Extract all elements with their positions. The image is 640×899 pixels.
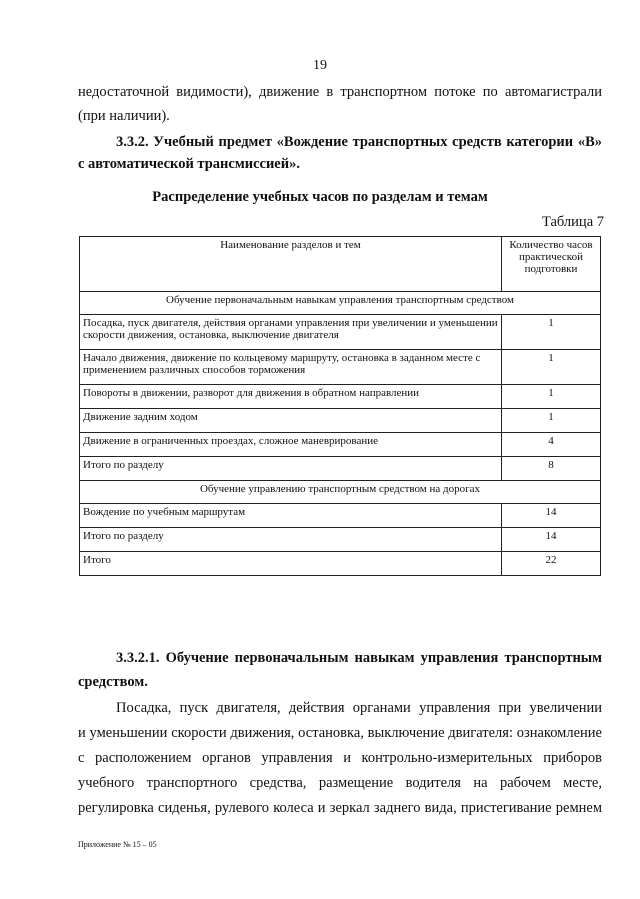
subsection-heading-line-2: средством. — [78, 674, 148, 690]
body-line: Посадка, пуск двигателя, действия органами управления при увеличении — [116, 700, 602, 716]
table-row — [80, 350, 601, 385]
intro-line-1: недостаточной видимости), движение в транспортном потоке по автомагистрали — [78, 84, 602, 100]
subject-heading-line-2: с автоматической трансмиссией». — [78, 156, 300, 172]
table-row — [80, 504, 601, 528]
body-line: регулировка сиденья, рулевого колеса и зеркал заднего вида, пристегивание ремнем — [78, 800, 602, 816]
topic-cell: Движение в ограниченных проездах, сложное маневрирование — [80, 433, 502, 457]
header-topic: Наименование разделов и тем — [80, 237, 502, 292]
table-row — [80, 315, 601, 350]
topic-cell: Повороты в движении, разворот для движения в обратном направлении — [80, 385, 502, 409]
topic-cell: Движение задним ходом — [80, 409, 502, 433]
table-row — [80, 385, 601, 409]
body-line: и уменьшении скорости движения, остановка, выключение двигателя: ознакомление — [78, 725, 602, 741]
body-line: учебного транспортного средства, размещение водителя на рабочем месте, — [78, 775, 602, 791]
intro-line-2: (при наличии). — [78, 108, 170, 124]
table-row — [80, 552, 601, 576]
table-row — [80, 409, 601, 433]
hours-cell: 1 — [502, 409, 601, 433]
topic-cell: Итого — [80, 552, 502, 576]
subsection-heading-line-1: 3.3.2.1. Обучение первоначальным навыкам управления транспортным — [116, 650, 602, 666]
topic-cell: Итого по разделу — [80, 528, 502, 552]
table-caption: Распределение учебных часов по разделам и темам — [152, 189, 488, 205]
section-row — [80, 481, 601, 504]
table-row — [80, 457, 601, 481]
table-header-row — [80, 237, 601, 292]
hours-table — [79, 236, 601, 576]
hours-cell: 14 — [502, 504, 601, 528]
topic-cell: Вождение по учебным маршрутам — [80, 504, 502, 528]
body-line: с расположением органов управления и контрольно-измерительных приборов — [78, 750, 602, 766]
topic-cell: Начало движения, движение по кольцевому маршруту, остановка в заданном месте с применением различных способов торможения — [80, 350, 502, 385]
subject-heading-line-1: 3.3.2. Учебный предмет «Вождение транспортных средств категории «В» — [116, 134, 602, 150]
table-row — [80, 433, 601, 457]
hours-cell: 8 — [502, 457, 601, 481]
table-row — [80, 528, 601, 552]
section-title: Обучение управлению транспортным средством на дорогах — [80, 481, 601, 504]
section-row — [80, 292, 601, 315]
header-hours: Количество часов практической подготовки — [502, 237, 601, 292]
topic-cell: Посадка, пуск двигателя, действия органами управления при увеличении и уменьшении скорости движения, остановка, выключение двигателя — [80, 315, 502, 350]
topic-cell: Итого по разделу — [80, 457, 502, 481]
section-title: Обучение первоначальным навыкам управления транспортным средством — [80, 292, 601, 315]
footer-note: Приложение № 15 – 05 — [78, 840, 157, 849]
hours-cell: 4 — [502, 433, 601, 457]
hours-cell: 1 — [502, 315, 601, 350]
hours-cell: 1 — [502, 350, 601, 385]
table-label: Таблица 7 — [541, 214, 604, 230]
hours-cell: 1 — [502, 385, 601, 409]
page-number: 19 — [313, 58, 327, 73]
hours-cell: 22 — [502, 552, 601, 576]
hours-cell: 14 — [502, 528, 601, 552]
